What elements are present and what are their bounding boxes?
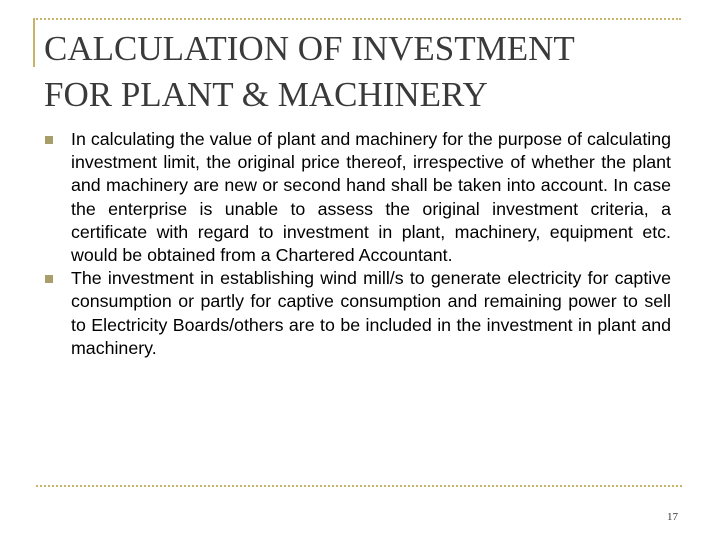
title-line-2: FOR PLANT & MACHINERY bbox=[44, 75, 488, 114]
title-line-1: CALCULATION OF INVESTMENT bbox=[44, 29, 575, 68]
page-number: 17 bbox=[667, 511, 678, 523]
bullet-text: In calculating the value of plant and machinery for the purpose of calculating investment limit, the original price thereof, irrespective of whether the plant and machinery are new or second hand shall be taken into account. In case the enterprise is unable to assess the original investment criteria, a certificate with regard to investment in plant, machinery, equipment etc. would be obtained from a Chartered Accountant. bbox=[71, 129, 671, 266]
bullet-text: The investment in establishing wind mill/s to generate electricity for captive consumption or partly for captive consumption and remaining power to sell to Electricity Boards/others are to be included in the investment in plant and machinery. bbox=[71, 268, 671, 358]
frame-bottom-dotted-line bbox=[36, 485, 682, 487]
list-item bbox=[44, 128, 671, 267]
page-title bbox=[44, 26, 684, 118]
frame-vertical-line bbox=[33, 19, 35, 67]
bullet-list bbox=[44, 128, 671, 360]
list-item bbox=[44, 267, 671, 360]
square-bullet-icon bbox=[45, 275, 53, 283]
frame-top-dotted-line bbox=[33, 18, 681, 20]
square-bullet-icon bbox=[45, 136, 53, 144]
